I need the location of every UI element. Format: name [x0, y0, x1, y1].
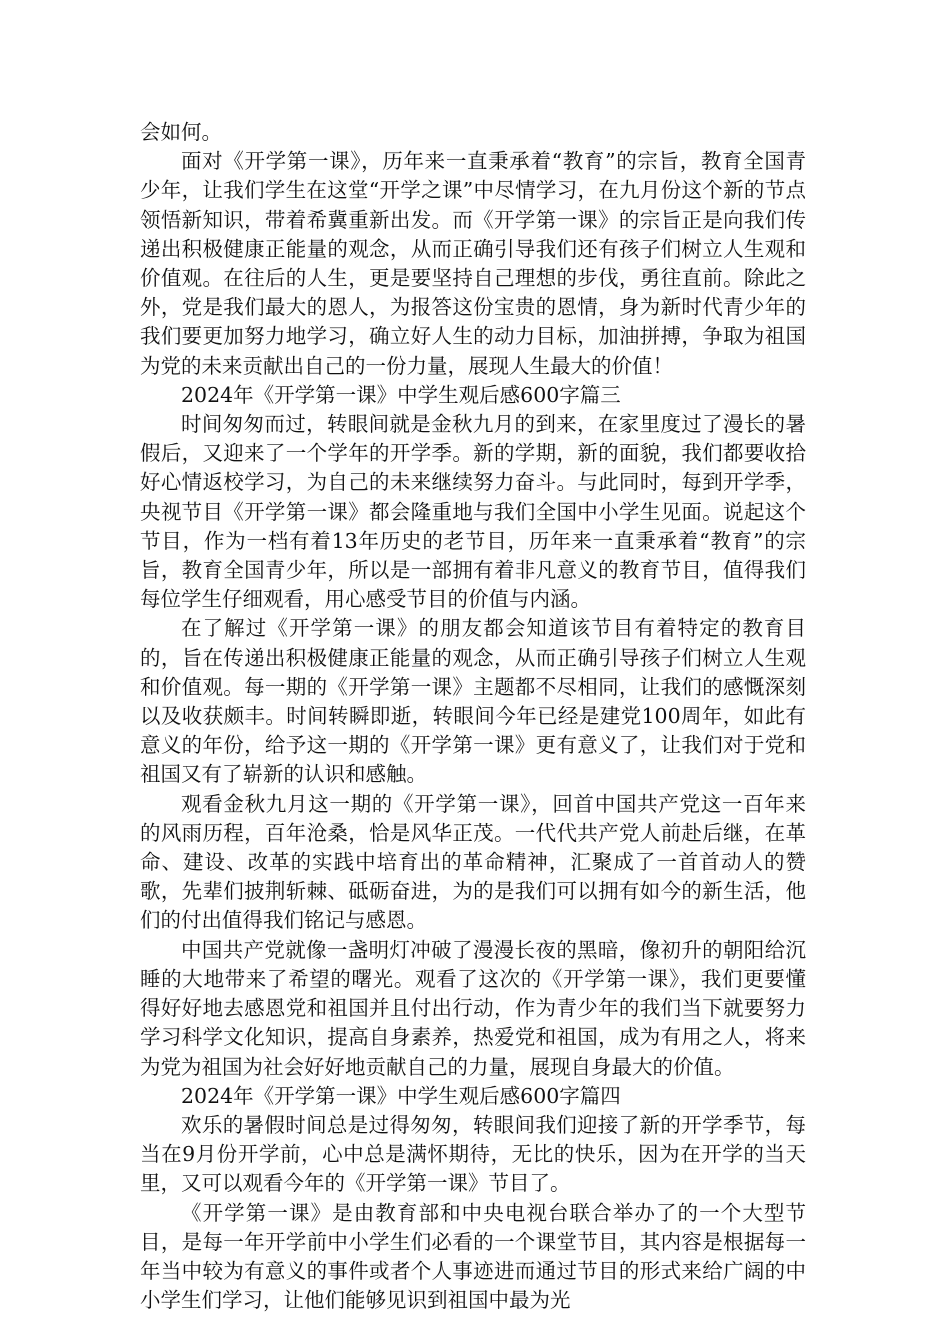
- paragraph: 观看金秋九月这一期的《开学第一课》，回首中国共产党这一百年来的风雨历程，百年沧桑，恰是风华正茂。一代代共产党人前赴后继，在革命、建设、改革的实践中培育出的革命精神，汇聚成了一首首动人的赞歌，先辈们披荆斩棘、砥砺奋进，为的是我们可以拥有如今的新生活，他们的付出值得我们铭记与感恩。: [140, 791, 806, 933]
- paragraph: 时间匆匆而过，转眼间就是金秋九月的到来，在家里度过了漫长的暑假后，又迎来了一个学年的开学季。新的学期，新的面貌，我们都要收拾好心情返校学习，为自己的未来继续努力奋斗。与此同时，每到开学季，央视节目《开学第一课》都会隆重地与我们全国中小学生见面。说起这个节目，作为一档有着13年历史的老节目，历年来一直秉承着“教育”的宗旨，教育全国青少年，所以是一部拥有着非凡意义的教育节目，值得我们每位学生仔细观看，用心感受节目的价值与内涵。: [140, 412, 806, 612]
- section-heading: 2024年《开学第一课》中学生观后感600字篇四: [181, 1083, 621, 1108]
- continuation-text: 会如何。: [140, 120, 222, 144]
- paragraph: 在了解过《开学第一课》的朋友都会知道该节目有着特定的教育目的，旨在传递出积极健康正能量的观念，从而正确引导孩子们树立人生观和价值观。每一期的《开学第一课》主题都不尽相同，让我们的感慨深刻以及收获颇丰。时间转瞬即逝，转眼间今年已经是建党100周年，如此有意义的年份，给予这一期的《开学第一课》更有意义了，让我们对于党和祖国又有了崭新的认识和感触。: [140, 616, 806, 787]
- section-heading: 2024年《开学第一课》中学生观后感600字篇三: [181, 382, 621, 407]
- paragraph: 《开学第一课》是由教育部和中央电视台联合举办了的一个大型节目，是每一年开学前中小学生们必看的一个课堂节目，其内容是根据每一年当中较为有意义的事件或者个人事迹进而通过节目的形式来给广阔的中小学生们学习，让他们能够见识到祖国中最为光: [140, 1200, 806, 1313]
- paragraph: 欢乐的暑假时间总是过得匆匆，转眼间我们迎接了新的开学季节，每当在9月份开学前，心中总是满怀期待，无比的快乐，因为在开学的当天里，又可以观看今年的《开学第一课》节目了。: [140, 1112, 806, 1196]
- paragraph: 中国共产党就像一盏明灯冲破了漫漫长夜的黑暗，像初升的朝阳给沉睡的大地带来了希望的曙光。观看了这次的《开学第一课》，我们更要懂得好好地去感恩党和祖国并且付出行动，作为青少年的我们当下就要努力学习科学文化知识，提高自身素养，热爱党和祖国，成为有用之人，将来为党为祖国为社会好好地贡献自己的力量，展现自身最大的价值。: [140, 937, 806, 1079]
- paragraph: 面对《开学第一课》，历年来一直秉承着“教育”的宗旨，教育全国青少年，让我们学生在这堂“开学之课”中尽情学习，在九月份这个新的节点领悟新知识，带着希冀重新出发。而《开学第一课》的宗旨正是向我们传递出积极健康正能量的观念，从而正确引导我们还有孩子们树立人生观和价值观。在往后的人生，更是要坚持自己理想的步伐，勇往直前。除此之外，党是我们最大的恩人，为报答这份宝贵的恩情，身为新时代青少年的我们要更加努力地学习，确立好人生的动力目标，加油拼搏，争取为祖国为党的未来贡献出自己的一份力量，展现人生最大的价值！: [140, 149, 806, 378]
- document-body: [140, 118, 806, 1315]
